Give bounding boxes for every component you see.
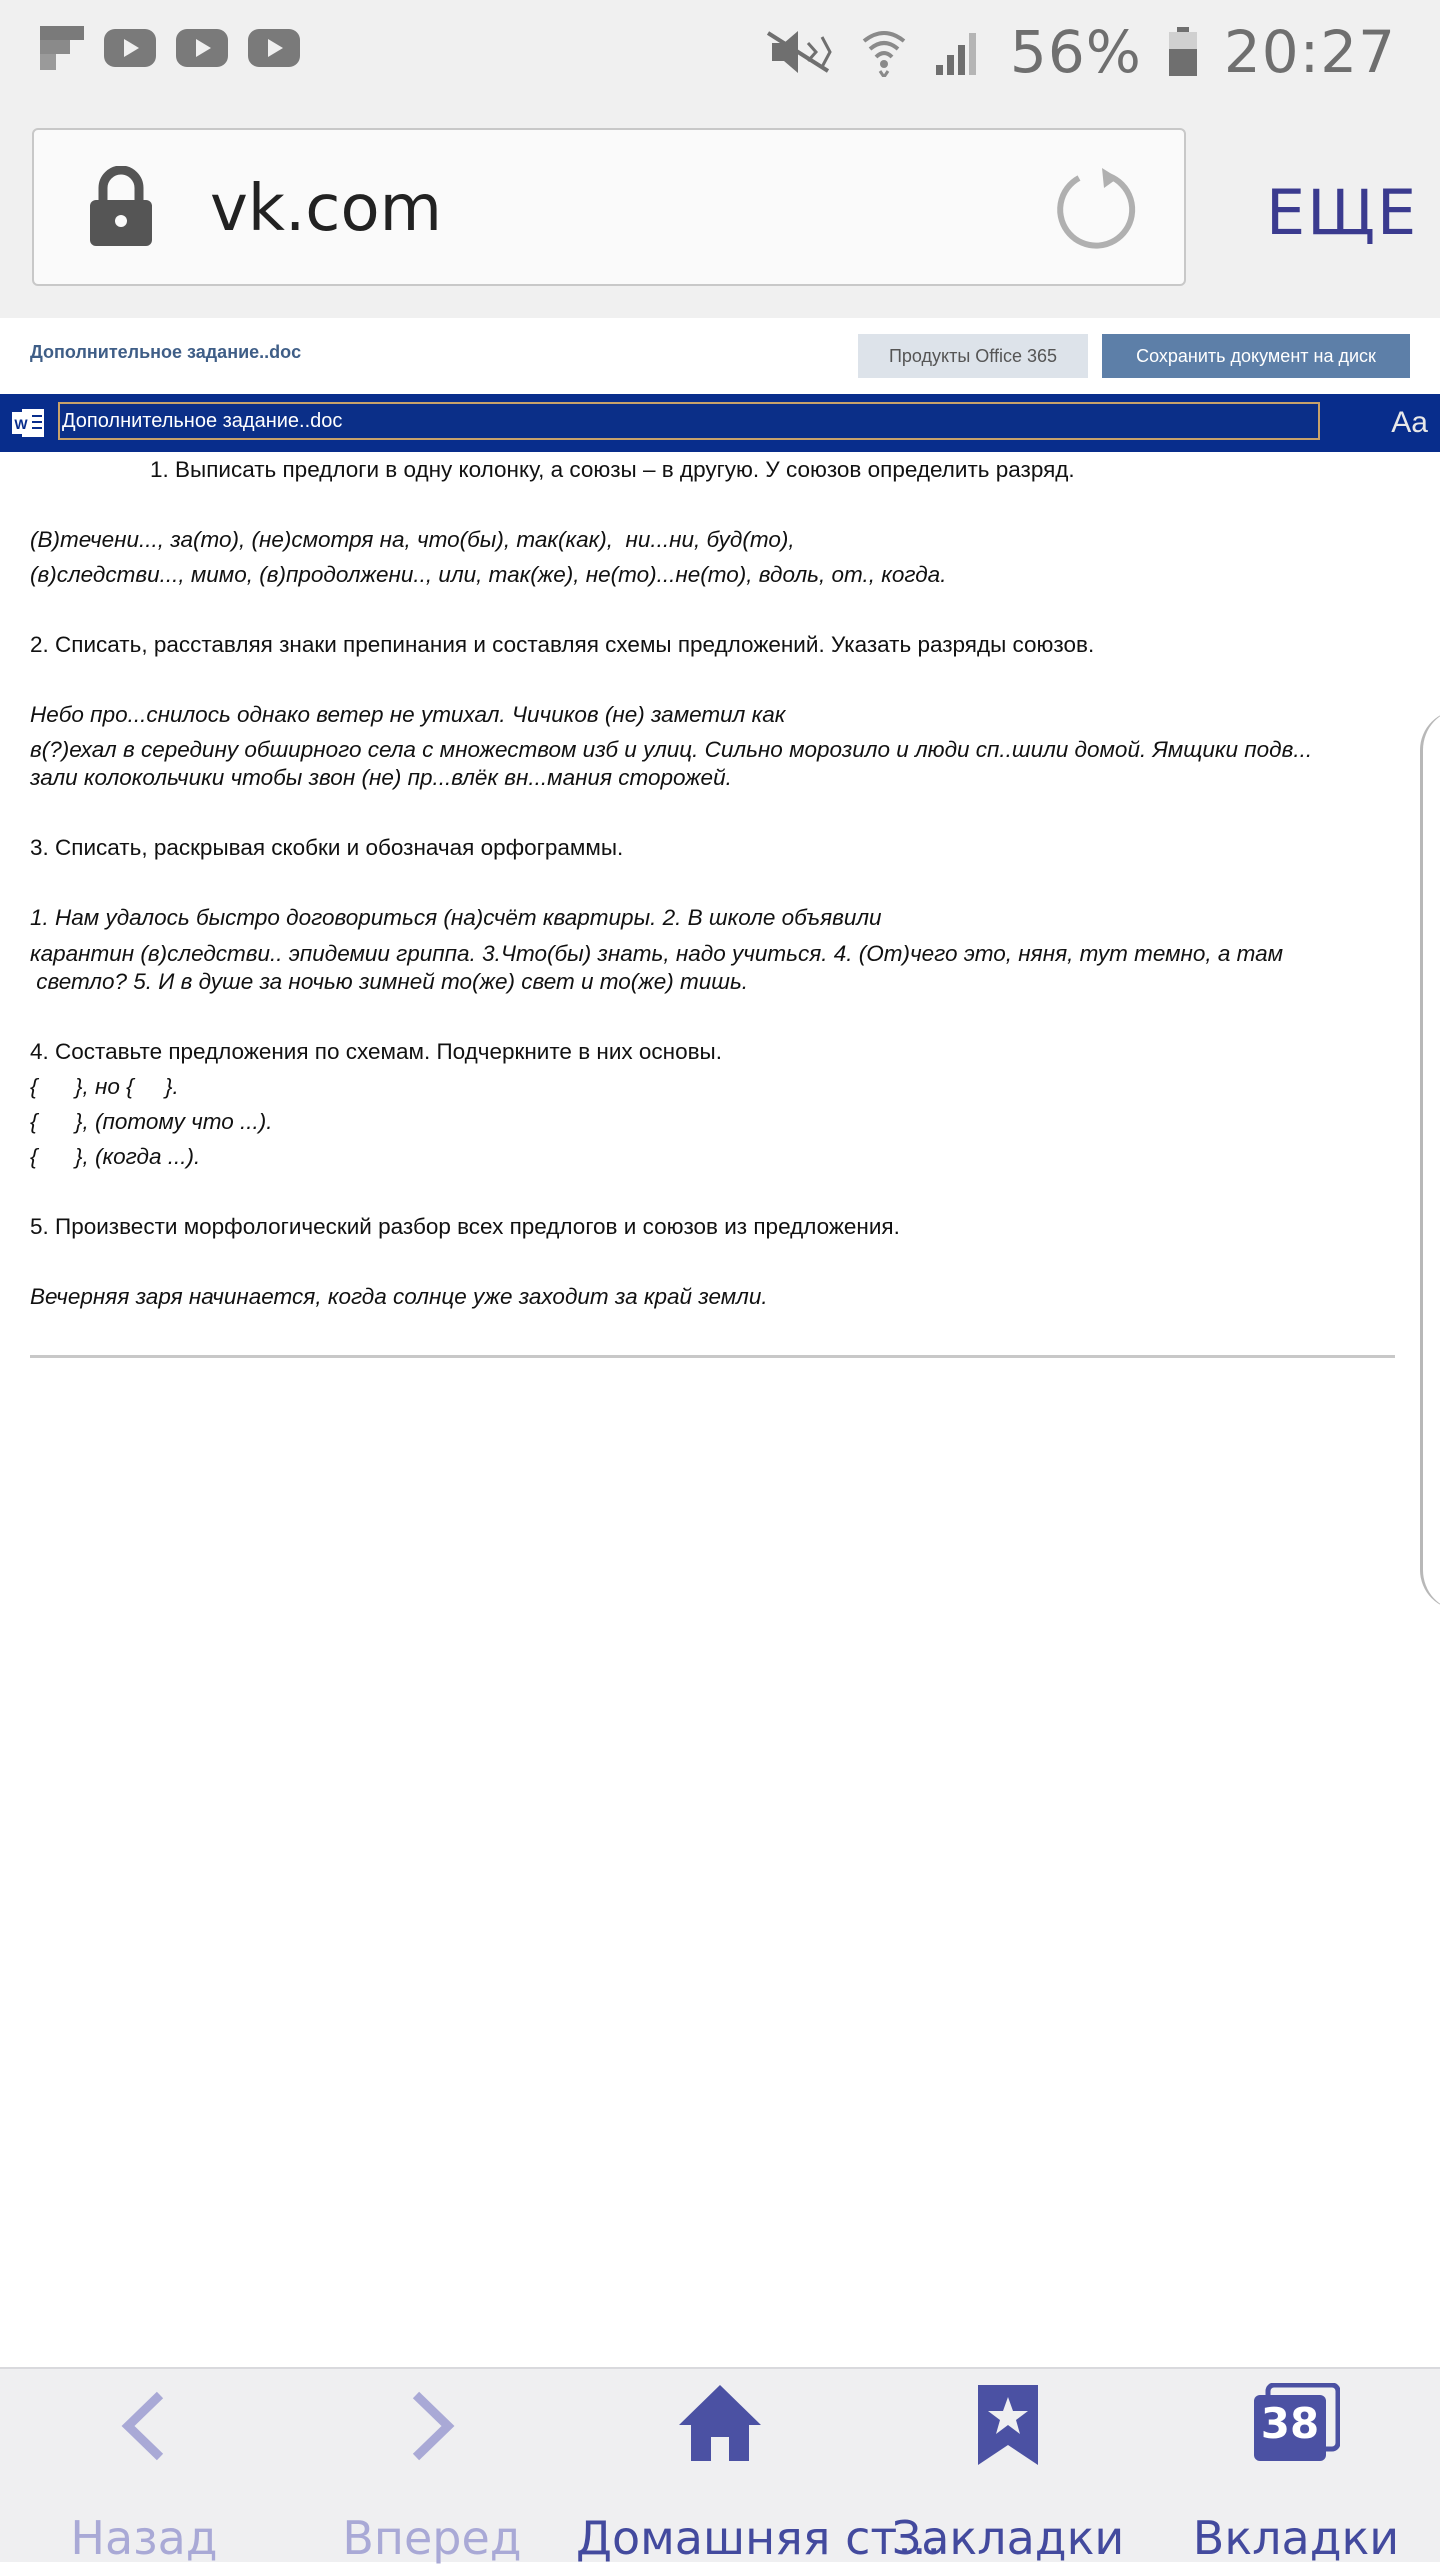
doc-viewer-header xyxy=(0,318,1440,394)
battery-percent: 56% xyxy=(1009,18,1142,86)
notification-icons xyxy=(40,26,300,70)
task-line: 1. Выписать предлоги в одну колонку, а союзы – в другую. У союзов определить разряд. xyxy=(150,457,1075,482)
home-button[interactable] xyxy=(576,2369,942,2565)
flipboard-icon xyxy=(40,26,84,70)
task-line: Вечерняя заря начинается, когда солнце уже заходит за край земли. xyxy=(30,1284,768,1309)
signal-icon xyxy=(934,27,984,77)
svg-text:W: W xyxy=(14,416,28,432)
task-line: { }, но { }. xyxy=(30,1074,179,1099)
task-line: 2. Списать, расставляя знаки препинания и составляя схемы предложений. Указать разряды союзов. xyxy=(30,632,1095,657)
task-line: 4. Составьте предложения по схемам. Подчеркните в них основы. xyxy=(30,1039,722,1064)
task-line: (В)течени..., за(то), (не)смотря на, что(бы), так(как), ни...ни, буд(то), xyxy=(30,527,795,552)
bookmarks-button[interactable] xyxy=(864,2369,1152,2565)
font-size-button[interactable]: Aa xyxy=(1391,406,1428,439)
save-to-drive-button[interactable]: Сохранить документ на диск xyxy=(1102,334,1410,378)
task-line: 3. Списать, раскрывая скобки и обозначая орфограммы. xyxy=(30,835,624,860)
more-menu-button[interactable]: ЕЩЕ xyxy=(1266,176,1419,249)
task-line: в(?)ехал в середину обширного села с множеством изб и улиц. Сильно морозило и люди сп..шили домой. Ямщики подв... xyxy=(30,737,1313,762)
mute-icon xyxy=(764,27,834,77)
lock-icon xyxy=(88,166,154,248)
filename-field[interactable]: Дополнительное задание..doc xyxy=(58,402,1320,440)
task-line: Небо про...снилось однако ветер не утихал. Чичиков (не) заметил как xyxy=(30,702,786,727)
youtube-icon xyxy=(248,29,300,67)
forward-icon xyxy=(408,2389,458,2463)
task-line: зали колокольчики чтобы звон (не) пр...влёк вн...мания сторожей. xyxy=(30,765,732,790)
back-icon xyxy=(118,2389,168,2463)
word-toolbar xyxy=(0,394,1440,452)
youtube-icon xyxy=(104,29,156,67)
task-line: { }, (когда ...). xyxy=(30,1144,201,1169)
task-line: (в)следстви..., мимо, (в)продолжени.., или, так(же), не(то)...не(то), вдоль, от., когда. xyxy=(30,562,947,587)
word-icon xyxy=(12,406,46,440)
url-text[interactable]: vk.com xyxy=(210,172,442,246)
home-label: Домашняя ст... xyxy=(576,2511,942,2565)
home-icon xyxy=(677,2383,763,2463)
youtube-icon xyxy=(176,29,228,67)
reload-icon[interactable] xyxy=(1054,166,1140,252)
battery-icon xyxy=(1168,27,1198,77)
task-line: карантин (в)следстви.. эпидемии гриппа. 3.Что(бы) знать, надо учиться. 4. (От)чего это, няня, тут темно, а там xyxy=(30,941,1284,966)
task-line: 1. Нам удалось быстро договориться (на)счёт квартиры. 2. В школе объявили xyxy=(30,905,882,930)
task-line: светло? 5. И в душе за ночью зимней то(же) свет и то(же) тишь. xyxy=(30,969,749,994)
office-products-button[interactable]: Продукты Office 365 xyxy=(858,334,1088,378)
back-label: Назад xyxy=(70,2511,218,2565)
tab-count: 38 xyxy=(1260,2399,1320,2448)
page-edge-scroll-indicator xyxy=(1420,710,1440,1610)
address-bar[interactable] xyxy=(32,128,1186,286)
document-title-link[interactable]: Дополнительное задание..doc xyxy=(30,342,302,362)
bookmark-icon xyxy=(976,2383,1040,2467)
clock: 20:27 xyxy=(1223,18,1396,86)
status-bar xyxy=(0,0,1440,104)
browser-toolbar xyxy=(0,104,1440,319)
system-indicators xyxy=(764,18,1396,86)
forward-label: Вперед xyxy=(342,2511,522,2565)
task-line: 5. Произвести морфологический разбор всех предлогов и союзов из предложения. xyxy=(30,1214,900,1239)
tabs-button[interactable] xyxy=(1152,2369,1440,2565)
bookmarks-label: Закладки xyxy=(891,2511,1125,2565)
page-divider xyxy=(30,1355,1395,1358)
forward-button[interactable] xyxy=(288,2369,576,2565)
tabs-label: Вкладки xyxy=(1192,2511,1400,2565)
wifi-icon xyxy=(860,27,908,77)
back-button[interactable] xyxy=(0,2369,288,2565)
task-line: { }, (потому что ...). xyxy=(30,1109,273,1134)
bottom-navigation xyxy=(0,2367,1440,2565)
